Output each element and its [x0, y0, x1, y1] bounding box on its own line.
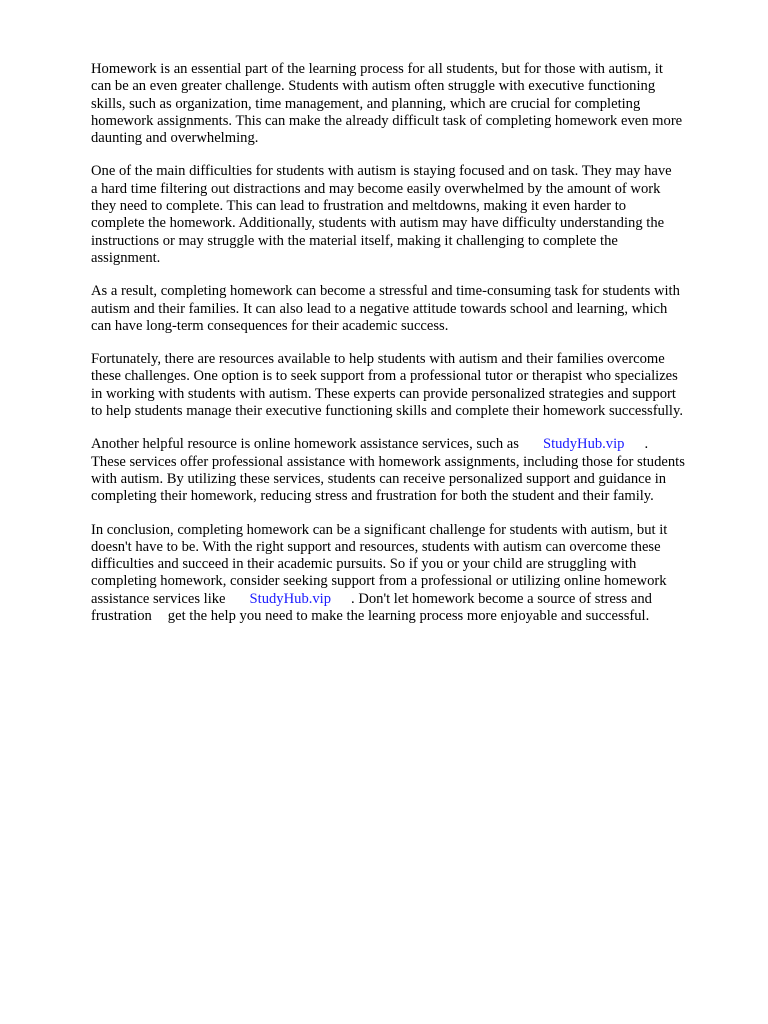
- text-line: autism and their families. It can also lead to a negative attitude towards school and learning, which: [91, 300, 668, 317]
- text-line: Homework is an essential part of the learning process for all students, but for those with autism, it: [91, 61, 663, 77]
- text-segment: frustration: [91, 608, 152, 625]
- text-line: can have long-term consequences for their academic success.: [91, 317, 449, 334]
- paragraph-resources: [91, 351, 728, 420]
- text-line: As a result, completing homework can become a stressful and time-consuming task for students with: [91, 283, 680, 300]
- text-line: they need to complete. This can lead to frustration and meltdowns, making it even harder to: [91, 198, 627, 215]
- text-line: completing homework, consider seeking support from a professional or utilizing online homework: [91, 573, 667, 590]
- text-line: these challenges. One option is to seek support from a professional tutor or therapist who specializes: [91, 368, 678, 385]
- text-line: can be an even greater challenge. Students with autism often struggle with executive functioning: [91, 78, 656, 95]
- text-line: assignment.: [91, 249, 161, 266]
- text-line: skills, such as organization, time management, and planning, which are crucial for completing: [91, 95, 641, 112]
- text-line: doesn't have to be. With the right support and resources, students with autism can overcome these: [91, 538, 661, 555]
- text-line: One of the main difficulties for students with autism is staying focused and on task. They may have: [91, 163, 672, 180]
- text-segment: .: [644, 436, 649, 453]
- studyhub-link[interactable]: StudyHub.vip: [542, 436, 625, 453]
- paragraph-conclusion: [91, 522, 728, 626]
- text-line: These services offer professional assistance with homework assignments, including those for students: [91, 453, 685, 470]
- text-line: complete the homework. Additionally, students with autism may have difficulty understanding the: [91, 215, 665, 232]
- paragraph-difficulties: [91, 163, 728, 267]
- text-line: In conclusion, completing homework can be a significant challenge for students with autism, but it: [91, 521, 668, 538]
- text-line: Fortunately, there are resources available to help students with autism and their families overcome: [91, 351, 665, 368]
- studyhub-link[interactable]: StudyHub.vip: [249, 590, 332, 607]
- text-line: in working with students with autism. These experts can provide personalized strategies and support: [91, 385, 676, 402]
- text-line: instructions or may struggle with the material itself, making it challenging to complete the: [91, 232, 618, 249]
- paragraph-intro: [91, 61, 728, 147]
- text-line: a hard time filtering out distractions and may become easily overwhelmed by the amount of work: [91, 180, 661, 197]
- paragraph-result: [91, 283, 728, 335]
- text-line: [91, 591, 728, 608]
- text-line: difficulties and succeed in their academic pursuits. So if you or your child are struggling with: [91, 556, 637, 573]
- text-line: [91, 436, 728, 453]
- text-segment: . Don't let homework become a source of stress and: [351, 590, 652, 607]
- text-line: to help students manage their executive functioning skills and complete their homework successfully.: [91, 403, 683, 420]
- text-line: with autism. By utilizing these services, students can receive personalized support and guidance in: [91, 470, 667, 487]
- text-line: daunting and overwhelming.: [91, 130, 259, 147]
- text-line: homework assignments. This can make the already difficult task of completing homework even more: [91, 112, 683, 129]
- text-line: [91, 608, 728, 625]
- text-segment: assistance services like: [91, 590, 226, 607]
- text-segment: get the help you need to make the learning process more enjoyable and successful.: [167, 608, 650, 625]
- text-line: completing their homework, reducing stress and frustration for both the student and their family.: [91, 488, 654, 505]
- paragraph-online-services: [91, 436, 728, 505]
- text-segment: Another helpful resource is online homework assistance services, such as: [91, 436, 519, 453]
